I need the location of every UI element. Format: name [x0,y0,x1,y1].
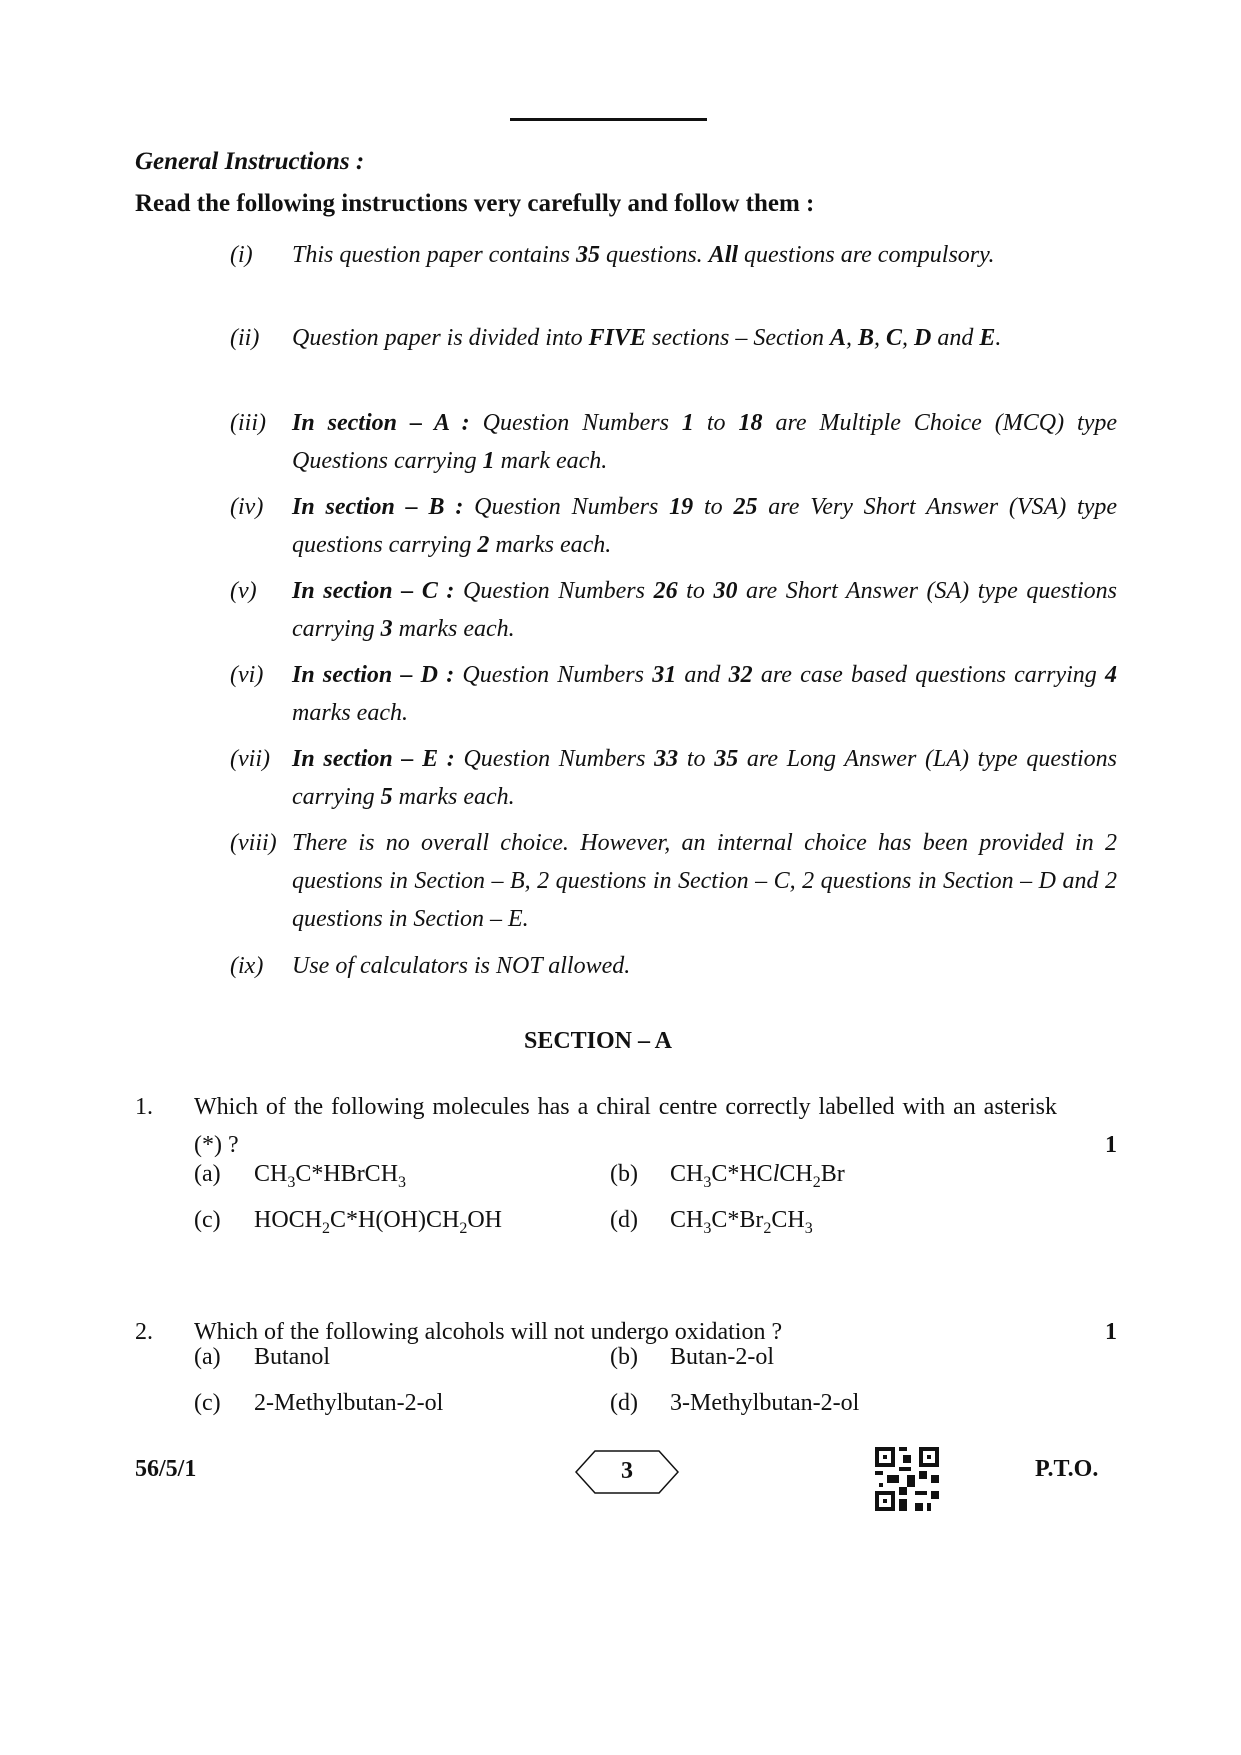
text-segment: CH [254,1161,288,1187]
option-text [254,1161,407,1191]
text-segment: , [902,325,915,351]
text-segment: Use of calculators is NOT allowed. [292,953,631,979]
text-segment: Br [820,1161,845,1187]
option-text [254,1207,503,1237]
bold-text: 1 [681,410,694,436]
instruction-number: (v) [230,578,257,604]
bold-text: 18 [738,410,763,436]
instruction-number: (ii) [230,325,260,351]
instruction-item [230,740,1117,816]
bold-text: 3 [380,616,393,642]
text-segment: C*HBrCH [295,1161,399,1187]
text-segment: to [693,494,734,520]
option-text [670,1207,813,1237]
instruction-text [292,656,1117,732]
text-segment: to [693,410,739,436]
qr-code-icon [875,1447,939,1511]
text-segment: Question Numbers [469,410,682,436]
text-segment: l [772,1161,780,1187]
text-segment: OH [467,1207,503,1233]
text-segment: marks each. [392,616,515,642]
option-text [254,1390,443,1417]
bold-text: 4 [1105,662,1117,688]
section-title: SECTION – A [523,1028,673,1054]
option-text [254,1344,330,1371]
instruction-number: (vii) [230,746,270,772]
option-text [670,1344,774,1371]
subscript: 2 [763,1220,772,1237]
text-segment: 3-Methylbutan-2-ol [670,1390,860,1416]
question-text: Which of the following molecules has a chiral centre correctly labelled with an asterisk (*) ? [194,1094,1057,1158]
bold-text: 32 [728,662,753,688]
instruction-item [230,947,1117,985]
text-segment: and [676,662,729,688]
subscript: 3 [287,1174,296,1191]
text-segment: are Very Short Answer (VSA) type questions carrying [292,494,1117,558]
bold-text: In section – A : [292,410,470,436]
question-marks: 1 [1105,1319,1117,1345]
paper-code: 56/5/1 [135,1456,197,1482]
subscript: 2 [812,1174,821,1191]
general-instructions-heading: General Instructions : [135,148,365,175]
bold-text: FIVE [588,325,647,351]
text-segment: C*Br [711,1207,764,1233]
text-segment: marks each. [292,700,408,726]
instruction-number: (iv) [230,494,264,520]
text-segment: sections – Section [646,325,830,351]
page-number-badge [575,1450,679,1494]
option-text [670,1161,845,1191]
text-segment: to [677,578,714,604]
option-text [670,1390,859,1417]
instruction-item [230,572,1117,648]
text-segment: Question Numbers [463,494,670,520]
text-segment: This question paper contains [292,242,577,268]
bold-text: In section – B : [292,494,464,520]
top-rule [510,118,707,121]
text-segment: 2-Methylbutan-2-ol [254,1390,444,1416]
text-segment: and [931,325,980,351]
text-segment: CH [771,1207,805,1233]
text-segment: are Long Answer (LA) type questions carrying [292,746,1117,810]
instruction-text [292,236,1117,274]
bold-text: 33 [654,746,679,772]
text-segment: , [846,325,858,351]
bold-text: 1 [482,448,495,474]
bold-text: All [708,242,739,268]
text-segment: . [995,325,1002,351]
instruction-number: (vi) [230,662,264,688]
bold-text: 30 [713,578,738,604]
bold-text: 25 [733,494,758,520]
text-segment: CH [670,1161,704,1187]
bold-text: In section – C : [292,578,455,604]
instruction-text [292,740,1117,816]
bold-text: C [886,325,903,351]
bold-text: In section – E : [292,746,455,772]
instruction-item [230,319,1117,357]
text-segment: Question paper is divided into [292,325,589,351]
option-label: (a) [194,1161,221,1187]
page-number: 3 [621,1458,633,1484]
instruction-text [292,824,1117,938]
subscript: 3 [703,1174,712,1191]
question [135,1088,1117,1164]
instruction-item [230,236,1117,274]
instruction-text [292,404,1117,480]
text-segment: There is no overall choice. However, an internal choice has been provided in 2 questions in Section – B, 2 questions in Section – C, 2 questions in Section – D and 2 questions in Section – E. [292,830,1117,932]
option-label: (d) [610,1207,638,1233]
text-segment: marks each. [392,784,515,810]
text-segment: CH [670,1207,704,1233]
text-segment: CH [779,1161,813,1187]
option-label: (c) [194,1390,221,1416]
bold-text: 19 [669,494,694,520]
text-segment: questions. [600,242,709,268]
text-segment: are Short Answer (SA) type questions carrying [292,578,1117,642]
option-label: (b) [610,1161,638,1187]
bold-text: B [858,325,875,351]
instruction-text [292,572,1117,648]
instruction-text [292,319,1117,357]
bold-text: D [914,325,932,351]
option-label: (a) [194,1344,221,1370]
subscript: 3 [804,1220,813,1237]
bold-text: E [979,325,996,351]
bold-text: 35 [576,242,601,268]
text-segment: Butanol [254,1344,330,1370]
instruction-text [292,488,1117,564]
instruction-item [230,488,1117,564]
text-segment: Question Numbers [454,578,654,604]
question-text: Which of the following alcohols will not undergo oxidation ? [194,1319,783,1345]
text-segment: mark each. [494,448,608,474]
option-label: (c) [194,1207,221,1233]
bold-text: 31 [652,662,677,688]
option-label: (d) [610,1390,638,1416]
bold-text: A [829,325,846,351]
text-segment: Butan-2-ol [670,1344,774,1370]
text-segment: Question Numbers [454,662,653,688]
instruction-text [292,947,1117,985]
text-segment: are Multiple Choice (MCQ) type Questions carrying [292,410,1118,474]
subscript: 2 [459,1220,468,1237]
text-segment: questions are compulsory. [738,242,995,268]
option-label: (b) [610,1344,638,1370]
text-segment: C*H(OH)CH [330,1207,460,1233]
subscript: 3 [398,1174,407,1191]
text-segment: to [678,746,715,772]
question-marks: 1 [1105,1132,1117,1158]
instruction-number: (ix) [230,953,264,979]
text-segment: , [874,325,887,351]
subscript: 3 [703,1220,712,1237]
text-segment: C*HC [711,1161,773,1187]
instruction-number: (iii) [230,410,266,436]
text-segment: Question Numbers [454,746,655,772]
read-instruction: Read the following instructions very carefully and follow them : [135,190,815,217]
instruction-item [230,404,1117,480]
bold-text: In section – D : [292,662,455,688]
pto-label: P.T.O. [1035,1456,1099,1482]
instruction-item [230,824,1117,938]
text-segment: HOCH [254,1207,323,1233]
question-number: 1. [135,1094,153,1120]
bold-text: 26 [653,578,678,604]
question-number: 2. [135,1319,153,1345]
subscript: 2 [322,1220,331,1237]
bold-text: 5 [380,784,393,810]
instruction-item [230,656,1117,732]
bold-text: 35 [714,746,739,772]
instruction-number: (viii) [230,830,277,856]
bold-text: 2 [477,532,490,558]
text-segment: are case based questions carrying [752,662,1105,688]
instruction-number: (i) [230,242,253,268]
text-segment: marks each. [489,532,612,558]
